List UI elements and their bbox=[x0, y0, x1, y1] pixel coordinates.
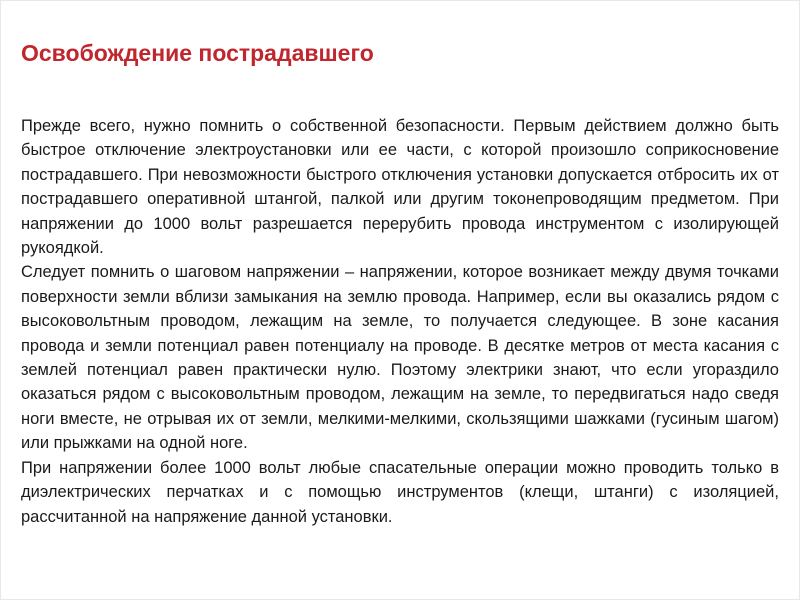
slide-body bbox=[21, 114, 779, 529]
paragraph-disconnect: Прежде всего, нужно помнить о собственной безопасности. Первым действием должно быть быстрое отключение электроустановки или ее части, с которой произошло соприкосновение пострадавшего. При невозможности быстрого отключения установки допускается отбросить их от пострадавшего оперативной штангой, палкой или другим токонепроводящим предметом. При напряжении до 1000 вольт разрешается перерубить провода инструментом с изолирующей рукоядкой. bbox=[21, 117, 779, 258]
paragraph-step-voltage: Следует помнить о шаговом напряжении – напряжении, которое возникает между двумя точками поверхности земли вблизи замыкания на землю провода. Например, если вы оказались рядом с высоковольтным проводом, лежащим на земле, то получается следующее. В зоне касания провода и земли потенциал равен потенциалу на проводе. В десятке метров от места касания с землей потенциал равен практически нулю. Поэтому электрики знают, что если угораздило оказаться рядом с высоковольтным проводом, лежащим на земле, то передвигаться надо сведя ноги вместе, не отрывая их от земли, мелкими-мелкими, скользящими шажками (гусиным шагом) или прыжками на одной ноге. bbox=[21, 263, 779, 453]
paragraph-high-voltage: При напряжении более 1000 вольт любые спасательные операции можно проводить только в диэлектрических перчатках и с помощью инструментов (клещи, штанги) с изоляцией, рассчитанной на напряжение данной установки. bbox=[21, 458, 779, 526]
slide-title: Освобождение пострадавшего bbox=[21, 40, 374, 66]
